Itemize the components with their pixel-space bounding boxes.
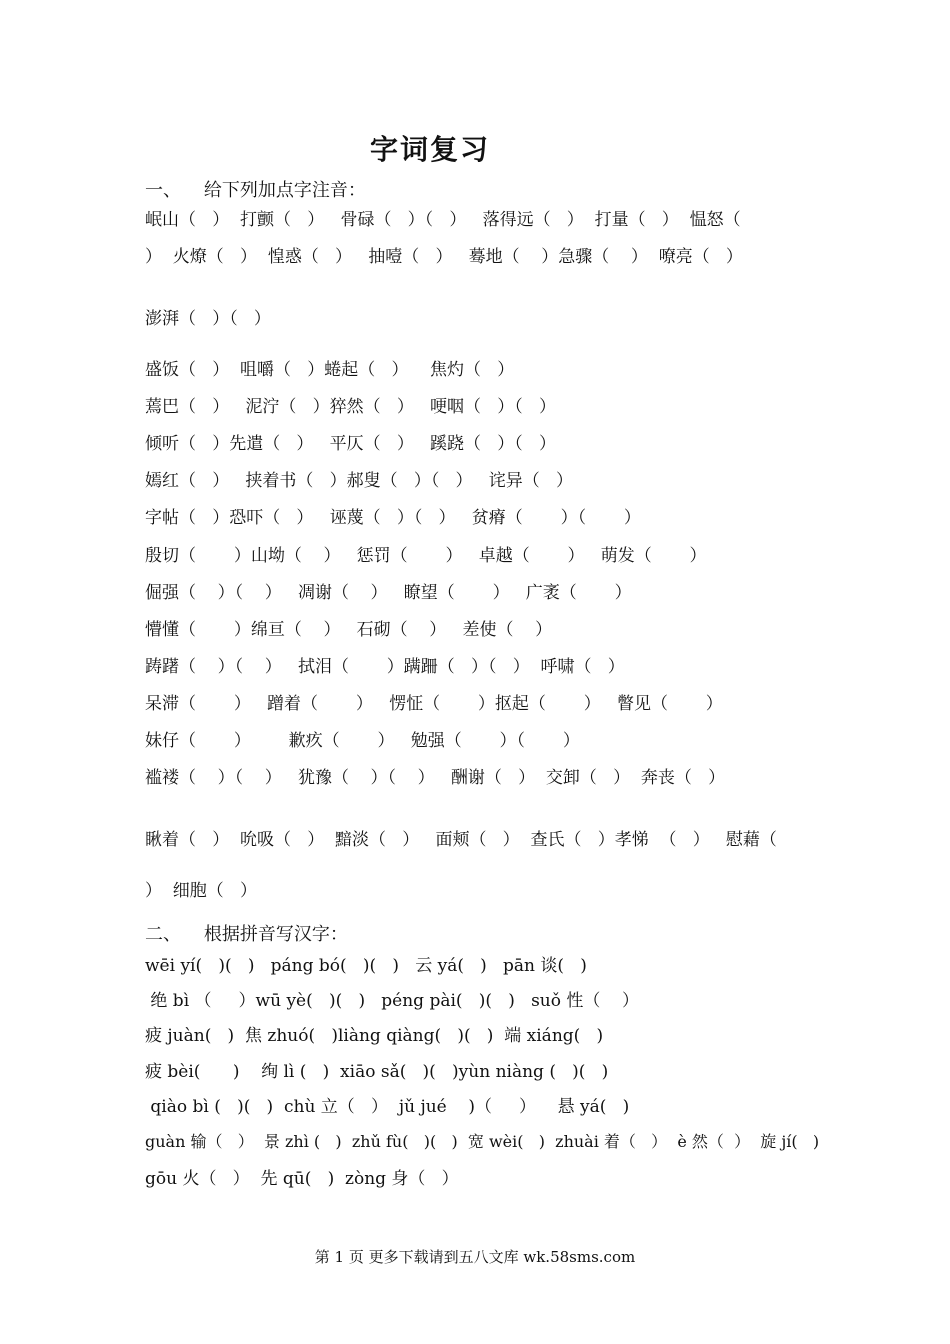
section2-line-1: wēi yí( )( ) páng bó( )( ) 云 yá( ) pān 谈( )	[145, 956, 587, 976]
section1-line-13: 呆滞（ ） 蹭着（ ） 愣怔（ ）抠起（ ） 瞥见（ ）	[145, 694, 723, 714]
section2-line-5: qiào bì ( )( ) chù 立（ ） jǔ jué )（ ） 悬 yá( )	[145, 1097, 630, 1117]
section1-line-10: 倔强（ ）（ ） 凋谢（ ） 瞭望（ ） 广袤（ ）	[145, 583, 632, 603]
section1-line-12: 踌躇（ ）（ ） 拭泪（ ）蹒跚（ ）（ ） 呼啸（ ）	[145, 657, 625, 677]
page-title: 字词复习	[369, 133, 490, 166]
page-footer: 第 1 页 更多下载请到五八文库 wk.58sms.com	[314, 1248, 636, 1266]
section1-line-8: 字帖（ ）恐吓（ ） 诬蔑（ ）（ ） 贫瘠（ ）（ ）	[145, 508, 641, 528]
section2-line-3: 疲 juàn( ) 焦 zhuó( )liàng qiàng( )( ) 端 xiáng( )	[145, 1026, 604, 1046]
section1-line-5: 蔫巴（ ） 泥泞（ ）猝然（ ） 哽咽（ ）（ ）	[145, 397, 556, 417]
section2-heading: 二、 根据拼音写汉字：	[145, 924, 348, 945]
section1-line-7: 嫣红（ ） 挟着书（ ）郝叟（ ）（ ） 诧异（ ）	[145, 471, 573, 491]
section1-line-15: 褴褛（ ）（ ） 犹豫（ ）（ ） 酬谢（ ） 交卸（ ） 奔丧（ ）	[145, 768, 726, 788]
section1-line-6: 倾听（ ）先遣（ ） 平仄（ ） 蹊跷（ ）（ ）	[145, 434, 556, 454]
section1-line-16: 瞅着（ ） 吮吸（ ） 黯淡（ ） 面颊（ ） 查氏（ ）孝悌 （ ） 慰藉（	[145, 830, 777, 850]
section1-line-3: 澎湃（ ）（ ）	[145, 309, 271, 329]
section1-line-4: 盛饭（ ） 咀嚼（ ）蜷起（ ） 焦灼（ ）	[145, 360, 515, 380]
section2-line-7: gōu 火（ ） 先 qū( ) zòng 身（ ）	[145, 1169, 459, 1189]
section1-line-17: ） 细胞（ ）	[145, 881, 258, 901]
section2-line-6: guàn 输（ ） 景 zhì ( ) zhǔ fù( )( ) 宽 wèi( ) zhuài 着（ ） è 然（ ） 旋 jí( )	[145, 1132, 820, 1151]
section2-line-4: 疲 bèi( ) 绚 lì ( ) xiāo sǎ( )( )yùn niàng ( )( )	[145, 1062, 609, 1082]
section1-heading: 一、 给下列加点字注音：	[145, 180, 366, 201]
section1-line-11: 懵懂（ ）绵亘（ ） 石砌（ ） 差使（ ）	[145, 620, 553, 640]
section1-line-9: 殷切（ ）山坳（ ） 惩罚（ ） 卓越（ ） 萌发（ ）	[145, 546, 707, 566]
section1-line-2: ） 火燎（ ） 惶惑（ ） 抽噎（ ） 蓦地（ ）急骤（ ） 嘹亮（ ）	[145, 247, 743, 267]
section1-line-14: 妹仔（ ） 歉疚（ ） 勉强（ ）（ ）	[145, 731, 580, 751]
section2-line-2: 绝 bì （ ）wū yè( )( ) péng pài( )( ) suǒ 性（ ）	[145, 991, 640, 1011]
section1-line-1: 岷山（ ） 打颤（ ） 骨碌（ ）（ ） 落得远（ ） 打量（ ） 愠怒（	[145, 210, 741, 230]
